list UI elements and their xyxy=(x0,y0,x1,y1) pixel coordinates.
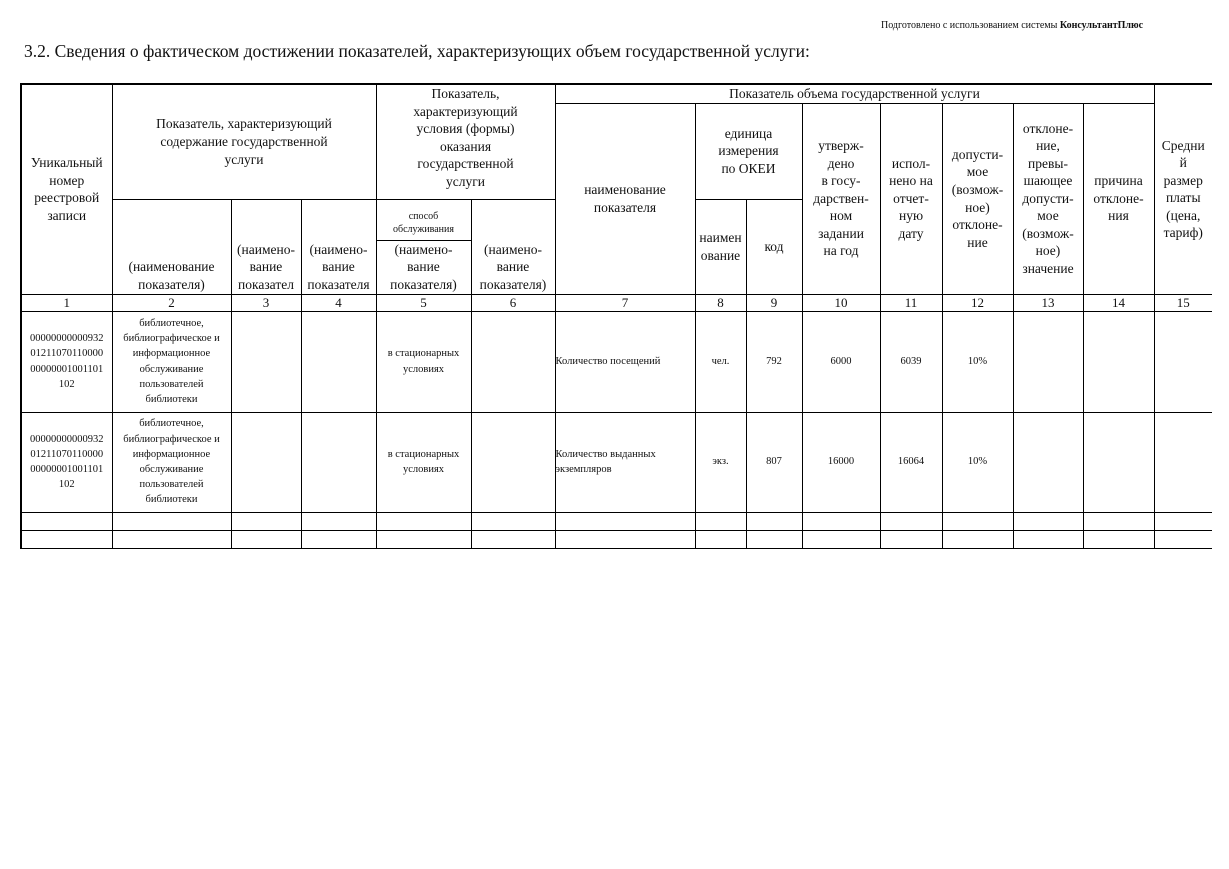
row-empty-cell xyxy=(231,412,301,512)
header-excess-deviation: отклоне- ние, превы- шающее допусти- мое (возмож- ное) значение xyxy=(1013,103,1083,294)
row-empty-cell xyxy=(1154,412,1212,512)
report-table xyxy=(20,83,1212,549)
empty-row xyxy=(21,530,1212,548)
header-unit-code: код xyxy=(746,199,802,294)
header-service-method: способ обслуживания xyxy=(377,204,471,241)
column-number: 2 xyxy=(112,294,231,311)
note-brand: КонсультантПлюс xyxy=(1059,20,1144,31)
row-empty-cell xyxy=(1083,311,1154,412)
row-empty-cell xyxy=(301,311,376,412)
row-code: 792 xyxy=(746,311,802,412)
column-number: 11 xyxy=(880,294,942,311)
header-reason: причина отклоне- ния xyxy=(1083,103,1154,294)
column-number: 10 xyxy=(802,294,880,311)
header-volume-group: Показатель объема государственной услуги xyxy=(555,84,1154,103)
row-unit: экз. xyxy=(695,412,746,512)
note-prefix: Подготовлено с использованием системы xyxy=(881,20,1058,31)
column-number: 14 xyxy=(1083,294,1154,311)
row-allowed: 10% xyxy=(942,412,1013,512)
row-indicator: Количество посещений xyxy=(555,311,695,412)
header-unique-id: Уникальный номер реестровой записи xyxy=(21,84,112,294)
row-empty-cell xyxy=(471,311,555,412)
header-col5-label: способ обслуживания (наимено- вание показателя) xyxy=(376,199,471,294)
column-number: 8 xyxy=(695,294,746,311)
header-col6-label: (наимено- вание показателя) xyxy=(471,199,555,294)
column-number: 9 xyxy=(746,294,802,311)
column-number: 12 xyxy=(942,294,1013,311)
header-col4-label: (наимено- вание показателя xyxy=(301,199,376,294)
row-empty-cell xyxy=(471,412,555,512)
header-conditions-group: Показатель, характеризующий условия (формы) оказания государственной услуги xyxy=(376,84,555,199)
table-row xyxy=(21,412,1212,512)
table-row xyxy=(21,311,1212,412)
header-col3-label: (наимено- вание показател xyxy=(231,199,301,294)
row-unique-id: 00000000000932 01211070110000 00000001001101 102 xyxy=(21,412,112,512)
column-number: 6 xyxy=(471,294,555,311)
row-empty-cell xyxy=(1154,311,1212,412)
row-unit: чел. xyxy=(695,311,746,412)
header-unit-name: наимен ование xyxy=(695,199,746,294)
row-approved: 6000 xyxy=(802,311,880,412)
header-approved: утверж- дено в госу- дарствен- ном задании на год xyxy=(802,103,880,294)
row-empty-cell xyxy=(231,311,301,412)
column-number: 7 xyxy=(555,294,695,311)
column-numbers-row xyxy=(21,294,1212,311)
row-empty-cell xyxy=(1013,412,1083,512)
row-executed: 16064 xyxy=(880,412,942,512)
row-condition: в стационарных условиях xyxy=(376,412,471,512)
row-allowed: 10% xyxy=(942,311,1013,412)
header-avg-fee: Средни й размер платы (цена, тариф) xyxy=(1154,84,1212,294)
header-content-group: Показатель, характеризующий содержание государственной услуги xyxy=(112,84,376,199)
column-number: 15 xyxy=(1154,294,1212,311)
column-number: 13 xyxy=(1013,294,1083,311)
column-number: 1 xyxy=(21,294,112,311)
consultant-plus-note xyxy=(881,20,1143,31)
header-unit-group: единица измерения по ОКЕИ xyxy=(695,103,802,199)
row-approved: 16000 xyxy=(802,412,880,512)
header-indicator-name: наименование показателя xyxy=(555,103,695,294)
row-executed: 6039 xyxy=(880,311,942,412)
row-empty-cell xyxy=(1013,311,1083,412)
row-code: 807 xyxy=(746,412,802,512)
row-unique-id: 00000000000932 01211070110000 00000001001101 102 xyxy=(21,311,112,412)
row-empty-cell xyxy=(301,412,376,512)
column-number: 4 xyxy=(301,294,376,311)
row-empty-cell xyxy=(1083,412,1154,512)
column-number: 5 xyxy=(376,294,471,311)
row-content: библиотечное, библиографическое и информационное обслуживание пользователей библиотеки xyxy=(112,412,231,512)
header-executed: испол- нено на отчет- ную дату xyxy=(880,103,942,294)
row-indicator: Количество выданных экземпляров xyxy=(555,412,695,512)
column-number: 3 xyxy=(231,294,301,311)
page-title: 3.2. Сведения о фактическом достижении показателей, характеризующих объем государственной услуги: xyxy=(24,41,810,61)
row-condition: в стационарных условиях xyxy=(376,311,471,412)
header-col2-label: (наименование показателя) xyxy=(112,199,231,294)
header-allowed-deviation: допусти- мое (возмож- ное) отклоне- ние xyxy=(942,103,1013,294)
empty-row xyxy=(21,512,1212,530)
row-content: библиотечное, библиографическое и информационное обслуживание пользователей библиотеки xyxy=(112,311,231,412)
